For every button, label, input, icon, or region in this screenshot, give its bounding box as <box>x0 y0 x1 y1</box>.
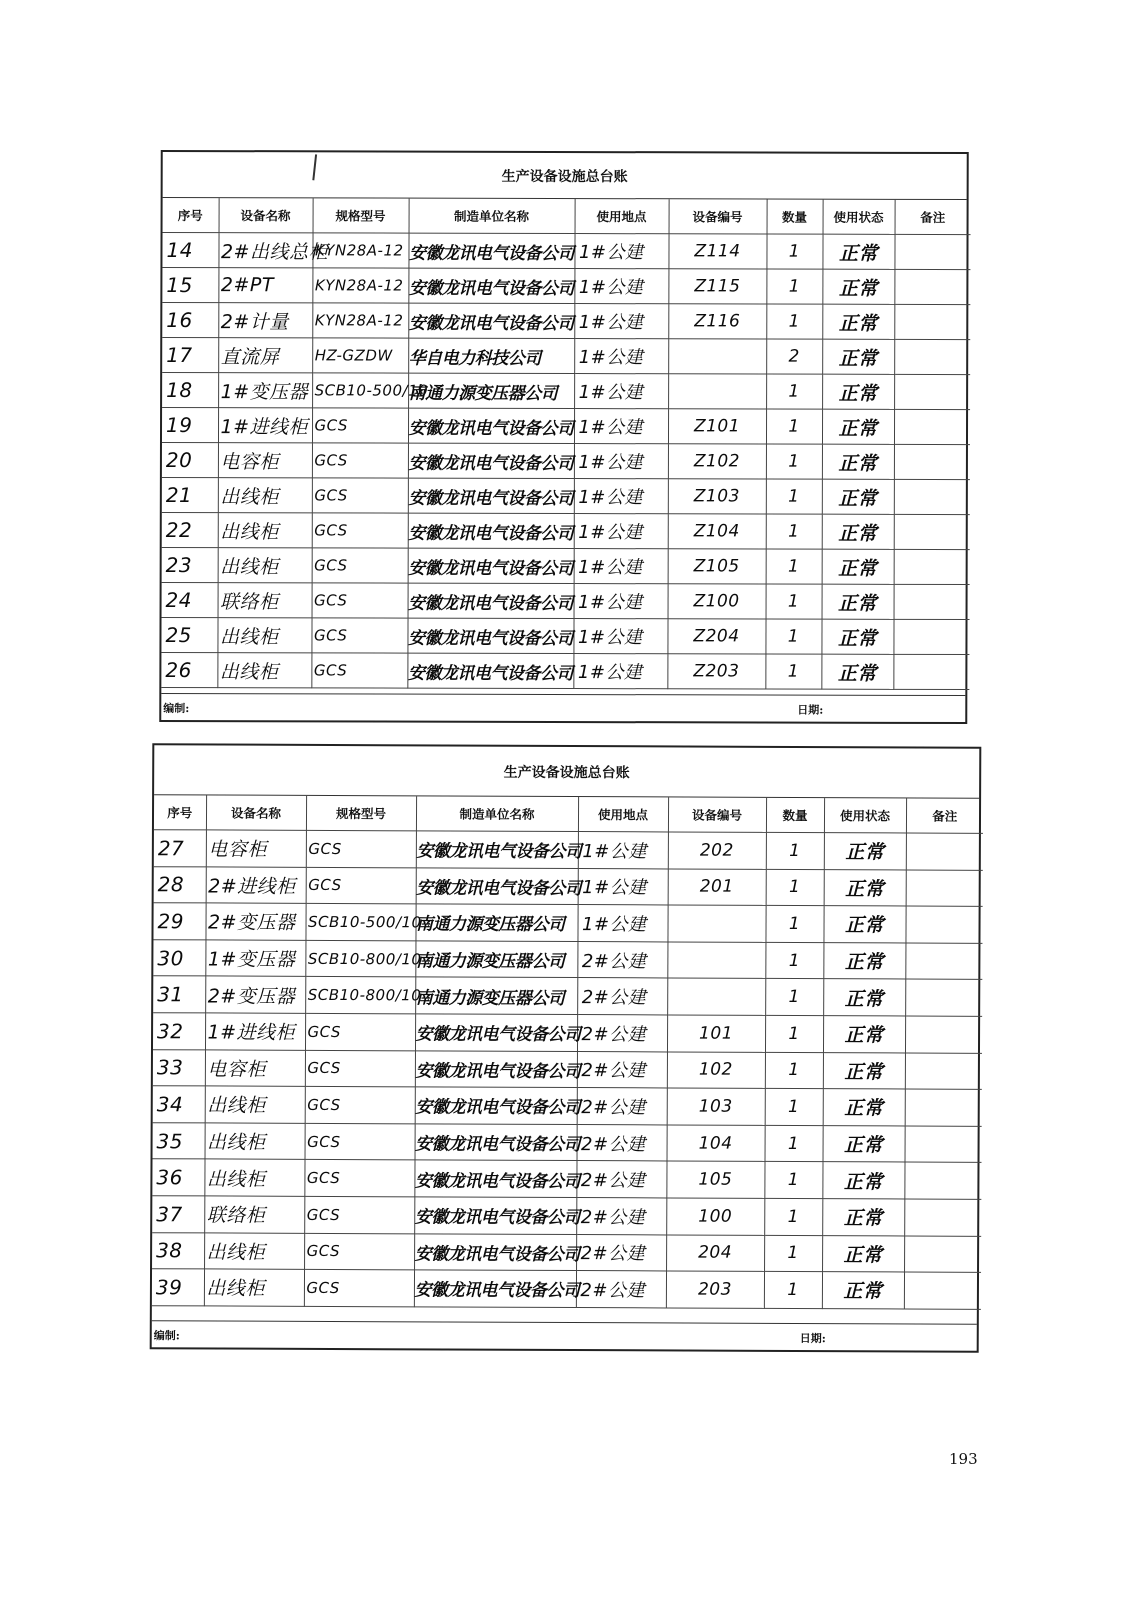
cell-equipment-name: 出线柜 <box>205 1086 305 1123</box>
cell-location: 1#公建 <box>578 868 668 905</box>
cell-manufacturer: 安徽龙讯电气设备公司 <box>408 478 574 513</box>
cell-location: 1#公建 <box>574 409 668 444</box>
cell-equipment-name: 出线柜 <box>218 478 312 513</box>
cell-remark <box>905 979 982 1016</box>
cell-equipment-code: 105 <box>666 1161 764 1198</box>
prepared-by-label: 编制: <box>153 1329 180 1343</box>
cell-manufacturer: 安徽龙讯电气设备公司 <box>414 1233 576 1270</box>
cell-status: 正常 <box>824 833 906 870</box>
cell-equipment-code: Z101 <box>668 409 766 444</box>
column-header-code: 设备编号 <box>669 199 767 234</box>
cell-quantity: 1 <box>764 1198 822 1235</box>
ledger-footer <box>161 693 965 722</box>
cell-location: 1#公建 <box>573 619 667 654</box>
cell-no: 29 <box>153 903 205 940</box>
cell-remark <box>905 1016 982 1053</box>
cell-model: HZ-GZDW <box>312 338 408 373</box>
column-header-maker: 制造单位名称 <box>409 199 575 234</box>
cell-status: 正常 <box>823 942 905 979</box>
cell-manufacturer: 安徽龙讯电气设备公司 <box>408 513 574 548</box>
cell-model: GCS <box>312 548 408 583</box>
cell-model: GCS <box>312 478 408 513</box>
cell-model: SCB10-500/10 <box>312 373 408 408</box>
cell-no: 22 <box>162 512 218 547</box>
cell-remark <box>905 1126 982 1163</box>
cell-status: 正常 <box>822 514 894 549</box>
cell-location: 1#公建 <box>574 234 668 269</box>
ledger-table <box>161 198 970 690</box>
cell-no: 37 <box>152 1196 204 1233</box>
table-row <box>162 267 970 304</box>
cell-equipment-name: 电容柜 <box>206 830 306 867</box>
cell-equipment-code <box>667 942 765 979</box>
cell-no: 18 <box>162 372 218 407</box>
table-row <box>161 652 969 689</box>
cell-equipment-name: 出线柜 <box>218 548 312 583</box>
cell-model: SCB10-800/10 <box>305 977 415 1014</box>
cell-location: 1#公建 <box>577 905 667 942</box>
ledger-sheet-2 <box>150 743 982 1353</box>
cell-no: 14 <box>162 232 218 267</box>
cell-manufacturer: 南通力源变压器公司 <box>415 941 577 978</box>
cell-location: 1#公建 <box>574 549 668 584</box>
cell-equipment-name: 出线柜 <box>204 1232 304 1269</box>
cell-remark <box>905 1053 982 1090</box>
cell-status: 正常 <box>822 1272 904 1309</box>
cell-location: 2#公建 <box>577 1088 667 1125</box>
cell-model: GCS <box>304 1233 414 1270</box>
table-row <box>154 830 983 870</box>
column-header-no: 序号 <box>163 198 219 233</box>
cell-remark <box>894 479 970 514</box>
cell-equipment-name: 直流屏 <box>218 338 312 373</box>
cell-manufacturer: 安徽龙讯电气设备公司 <box>415 1087 577 1124</box>
cell-equipment-code: Z104 <box>668 514 766 549</box>
cell-manufacturer: 安徽龙讯电气设备公司 <box>408 268 574 303</box>
cell-status: 正常 <box>823 906 905 943</box>
cell-status: 正常 <box>822 409 894 444</box>
cell-model: GCS <box>312 513 408 548</box>
column-header-name: 设备名称 <box>206 795 306 830</box>
cell-quantity: 1 <box>766 584 822 619</box>
cell-model: KYN28A-12 <box>312 233 408 268</box>
cell-location: 1#公建 <box>574 304 668 339</box>
cell-remark <box>904 1272 981 1309</box>
cell-manufacturer: 南通力源变压器公司 <box>415 904 577 941</box>
cell-remark <box>894 444 970 479</box>
cell-equipment-code: Z100 <box>668 584 766 619</box>
cell-quantity: 1 <box>766 234 822 269</box>
cell-remark <box>906 870 983 907</box>
cell-remark <box>894 234 970 269</box>
cell-location: 1#公建 <box>574 269 668 304</box>
cell-location: 2#公建 <box>577 941 667 978</box>
ledger-title: 生产设备设施总台账 <box>163 152 967 200</box>
cell-location: 1#公建 <box>574 584 668 619</box>
cell-status: 正常 <box>824 869 906 906</box>
cell-remark <box>904 1162 981 1199</box>
cell-no: 19 <box>162 407 218 442</box>
cell-equipment-code: 102 <box>667 1052 765 1089</box>
cell-manufacturer: 安徽龙讯电气设备公司 <box>414 1270 576 1307</box>
cell-remark <box>894 269 970 304</box>
cell-equipment-code <box>668 374 766 409</box>
cell-equipment-name: 出线柜 <box>218 513 312 548</box>
cell-manufacturer: 安徽龙讯电气设备公司 <box>416 867 578 904</box>
cell-model: KYN28A-12 <box>312 268 408 303</box>
cell-manufacturer: 安徽龙讯电气设备公司 <box>415 1014 577 1051</box>
cell-manufacturer: 安徽龙讯电气设备公司 <box>415 1050 577 1087</box>
cell-equipment-name: 出线柜 <box>204 1269 304 1306</box>
cell-remark <box>894 409 970 444</box>
cell-manufacturer: 安徽龙讯电气设备公司 <box>408 303 574 338</box>
cell-quantity: 1 <box>765 906 823 943</box>
ledger-title: 生产设备设施总台账 <box>154 745 979 799</box>
cell-status: 正常 <box>823 979 905 1016</box>
table-row <box>154 866 983 906</box>
column-header-remark: 备注 <box>895 200 971 235</box>
cell-quantity: 1 <box>766 304 822 339</box>
column-header-status: 使用状态 <box>824 798 906 833</box>
cell-equipment-code <box>667 905 765 942</box>
cell-equipment-code <box>668 339 766 374</box>
cell-equipment-name: 2#变压器 <box>205 903 305 940</box>
cell-equipment-name: 出线柜 <box>217 618 311 653</box>
cell-equipment-name: 联络柜 <box>204 1196 304 1233</box>
cell-no: 23 <box>162 547 218 582</box>
date-label: 日期: <box>799 1332 826 1346</box>
cell-no: 30 <box>153 939 205 976</box>
cell-quantity: 1 <box>766 479 822 514</box>
cell-equipment-code: Z203 <box>667 654 765 689</box>
cell-quantity: 1 <box>765 619 821 654</box>
cell-quantity: 1 <box>765 942 823 979</box>
table-row <box>152 1232 981 1272</box>
table-row <box>162 372 970 409</box>
cell-equipment-code: 100 <box>666 1198 764 1235</box>
cell-manufacturer: 安徽龙讯电气设备公司 <box>408 233 574 268</box>
table-row <box>162 302 970 339</box>
cell-manufacturer: 安徽龙讯电气设备公司 <box>407 653 573 688</box>
cell-quantity: 1 <box>766 549 822 584</box>
cell-manufacturer: 安徽龙讯电气设备公司 <box>408 548 574 583</box>
cell-status: 正常 <box>823 1125 905 1162</box>
cell-model: GCS <box>304 1196 414 1233</box>
cell-equipment-name: 1#变压器 <box>218 373 312 408</box>
column-header-status: 使用状态 <box>823 200 895 235</box>
cell-equipment-name: 1#进线柜 <box>205 1013 305 1050</box>
table-row <box>152 1196 981 1236</box>
cell-status: 正常 <box>822 1199 904 1236</box>
cell-manufacturer: 安徽龙讯电气设备公司 <box>408 408 574 443</box>
cell-model: GCS <box>306 867 416 904</box>
cell-quantity: 1 <box>764 1271 822 1308</box>
cell-location: 1#公建 <box>574 514 668 549</box>
cell-no: 16 <box>162 302 218 337</box>
cell-location: 1#公建 <box>578 832 668 869</box>
cell-equipment-code: Z105 <box>668 549 766 584</box>
cell-status: 正常 <box>822 1235 904 1272</box>
cell-remark <box>894 584 970 619</box>
cell-quantity: 1 <box>764 1235 822 1272</box>
cell-equipment-code: Z204 <box>667 619 765 654</box>
cell-location: 2#公建 <box>576 1271 666 1308</box>
column-header-no: 序号 <box>154 795 206 830</box>
cell-no: 15 <box>162 267 218 302</box>
cell-no: 20 <box>162 442 218 477</box>
cell-equipment-name: 电容柜 <box>205 1049 305 1086</box>
cell-status: 正常 <box>822 479 894 514</box>
cell-equipment-code: 101 <box>667 1015 765 1052</box>
cell-equipment-name: 联络柜 <box>218 583 312 618</box>
cell-model: GCS <box>306 830 416 867</box>
cell-status: 正常 <box>822 1162 904 1199</box>
cell-model: GCS <box>305 1087 415 1124</box>
cell-quantity: 1 <box>766 409 822 444</box>
cell-equipment-code: 204 <box>666 1234 764 1271</box>
table-row <box>162 477 970 514</box>
cell-no: 25 <box>161 617 217 652</box>
cell-status: 正常 <box>822 584 894 619</box>
cell-no: 17 <box>162 337 218 372</box>
cell-status: 正常 <box>823 1016 905 1053</box>
cell-model: GCS <box>312 443 408 478</box>
cell-location: 1#公建 <box>574 479 668 514</box>
table-row <box>153 1049 982 1089</box>
cell-no: 39 <box>152 1269 204 1306</box>
cell-manufacturer: 安徽龙讯电气设备公司 <box>416 831 578 868</box>
cell-location: 2#公建 <box>577 1124 667 1161</box>
cell-equipment-code: 104 <box>667 1125 765 1162</box>
table-row <box>153 939 982 979</box>
date-label: 日期: <box>797 703 824 717</box>
cell-location: 1#公建 <box>574 374 668 409</box>
cell-location: 2#公建 <box>577 1051 667 1088</box>
cell-status: 正常 <box>822 269 894 304</box>
cell-quantity: 1 <box>766 869 824 906</box>
cell-equipment-name: 2#变压器 <box>205 976 305 1013</box>
cell-equipment-code: Z103 <box>668 479 766 514</box>
cell-model: GCS <box>305 1123 415 1160</box>
cell-no: 21 <box>162 477 218 512</box>
cell-model: GCS <box>312 583 408 618</box>
cell-manufacturer: 安徽龙讯电气设备公司 <box>414 1160 576 1197</box>
cell-remark <box>894 304 970 339</box>
table-row <box>153 903 982 943</box>
cell-equipment-name: 出线柜 <box>204 1159 304 1196</box>
table-row <box>153 1013 982 1053</box>
cell-quantity: 1 <box>766 269 822 304</box>
cell-location: 2#公建 <box>576 1197 666 1234</box>
cell-manufacturer: 安徽龙讯电气设备公司 <box>408 583 574 618</box>
prepared-by-label: 编制: <box>163 701 190 716</box>
cell-status: 正常 <box>822 549 894 584</box>
ledger-sheet-1 <box>159 150 968 724</box>
cell-quantity: 1 <box>766 374 822 409</box>
cell-manufacturer: 安徽龙讯电气设备公司 <box>415 1124 577 1161</box>
table-header-row <box>154 795 983 833</box>
cell-equipment-name: 1#变压器 <box>205 940 305 977</box>
cell-remark <box>906 833 983 870</box>
cell-manufacturer: 安徽龙讯电气设备公司 <box>407 618 573 653</box>
column-header-code: 设备编号 <box>668 797 766 832</box>
cell-remark <box>894 374 970 409</box>
cell-quantity: 1 <box>765 1089 823 1126</box>
cell-model: SCB10-500/10 <box>305 904 415 941</box>
cell-location: 1#公建 <box>574 444 668 479</box>
cell-no: 34 <box>153 1086 205 1123</box>
cell-model: GCS <box>305 1013 415 1050</box>
cell-location: 2#公建 <box>577 978 667 1015</box>
cell-equipment-name: 2#出线总柜 <box>218 233 312 268</box>
cell-equipment-code: Z115 <box>668 269 766 304</box>
cell-equipment-name: 2#计量 <box>218 303 312 338</box>
cell-manufacturer: 安徽龙讯电气设备公司 <box>414 1197 576 1234</box>
cell-remark <box>893 654 969 689</box>
table-row <box>161 617 969 654</box>
cell-model: GCS <box>304 1160 414 1197</box>
cell-no: 27 <box>154 830 206 867</box>
column-header-maker: 制造单位名称 <box>416 796 578 831</box>
cell-remark <box>894 514 970 549</box>
column-header-model: 规格型号 <box>313 198 409 233</box>
table-row <box>162 337 970 374</box>
cell-model: GCS <box>312 408 408 443</box>
cell-equipment-code: 202 <box>668 832 766 869</box>
cell-status: 正常 <box>822 339 894 374</box>
cell-remark <box>894 549 970 584</box>
table-row <box>162 407 970 444</box>
column-header-remark: 备注 <box>906 798 983 833</box>
column-header-model: 规格型号 <box>306 796 416 831</box>
table-row <box>153 1122 982 1162</box>
cell-remark <box>894 339 970 374</box>
cell-status: 正常 <box>822 374 894 409</box>
table-row <box>152 1269 981 1309</box>
ledger-rows <box>161 232 970 689</box>
cell-model: KYN28A-12 <box>312 303 408 338</box>
cell-model: SCB10-800/10 <box>305 940 415 977</box>
cell-equipment-code: 203 <box>666 1271 764 1308</box>
table-row <box>153 976 982 1016</box>
cell-quantity: 1 <box>766 444 822 479</box>
cell-no: 35 <box>153 1122 205 1159</box>
cell-status: 正常 <box>821 619 893 654</box>
cell-model: GCS <box>304 1269 414 1306</box>
table-header-row <box>163 198 971 235</box>
table-row <box>162 582 970 619</box>
cell-quantity: 1 <box>765 1125 823 1162</box>
ledger-rows <box>152 830 983 1309</box>
cell-remark <box>905 943 982 980</box>
cell-equipment-code: Z102 <box>668 444 766 479</box>
cell-manufacturer: 安徽龙讯电气设备公司 <box>408 443 574 478</box>
table-row <box>162 547 970 584</box>
ledger-footer <box>152 1320 977 1351</box>
table-row <box>162 512 970 549</box>
table-row <box>152 1159 981 1199</box>
column-header-place: 使用地点 <box>578 797 668 832</box>
cell-equipment-name: 2#进线柜 <box>206 867 306 904</box>
column-header-name: 设备名称 <box>219 198 313 233</box>
cell-quantity: 1 <box>766 514 822 549</box>
cell-equipment-name: 电容柜 <box>218 443 312 478</box>
cell-no: 32 <box>153 1013 205 1050</box>
cell-manufacturer: 南通力源变压器公司 <box>415 977 577 1014</box>
cell-location: 2#公建 <box>576 1161 666 1198</box>
cell-no: 38 <box>152 1232 204 1269</box>
cell-status: 正常 <box>822 234 894 269</box>
cell-model: GCS <box>305 1050 415 1087</box>
cell-manufacturer: 南通力源变压器公司 <box>408 373 574 408</box>
cell-model: GCS <box>311 618 407 653</box>
cell-location: 1#公建 <box>573 654 667 689</box>
column-header-qty: 数量 <box>767 200 823 235</box>
page-number: 193 <box>949 1450 978 1468</box>
cell-status: 正常 <box>823 1052 905 1089</box>
cell-quantity: 1 <box>765 979 823 1016</box>
cell-remark <box>905 1089 982 1126</box>
cell-no: 33 <box>153 1049 205 1086</box>
cell-quantity: 1 <box>764 1162 822 1199</box>
cell-quantity: 1 <box>765 1052 823 1089</box>
cell-status: 正常 <box>822 304 894 339</box>
cell-no: 31 <box>153 976 205 1013</box>
cell-quantity: 2 <box>766 339 822 374</box>
cell-equipment-name: 出线柜 <box>205 1123 305 1160</box>
cell-location: 2#公建 <box>577 1015 667 1052</box>
cell-quantity: 1 <box>766 832 824 869</box>
cell-equipment-name: 出线柜 <box>217 653 311 688</box>
column-header-qty: 数量 <box>766 798 824 833</box>
cell-location: 1#公建 <box>574 339 668 374</box>
cell-no: 28 <box>154 866 206 903</box>
ledger-table <box>152 795 983 1309</box>
cell-status: 正常 <box>821 654 893 689</box>
cell-equipment-name: 1#进线柜 <box>218 408 312 443</box>
cell-quantity: 1 <box>765 1015 823 1052</box>
cell-no: 24 <box>162 582 218 617</box>
cell-equipment-code: Z116 <box>668 304 766 339</box>
cell-equipment-code: 201 <box>668 869 766 906</box>
table-row <box>162 232 970 269</box>
cell-remark <box>904 1199 981 1236</box>
cell-no: 26 <box>161 652 217 687</box>
column-header-place: 使用地点 <box>575 199 669 234</box>
cell-remark <box>905 906 982 943</box>
cell-equipment-code <box>667 978 765 1015</box>
cell-quantity: 1 <box>765 654 821 689</box>
cell-status: 正常 <box>823 1089 905 1126</box>
cell-manufacturer: 华自电力科技公司 <box>408 338 574 373</box>
cell-model: GCS <box>311 653 407 688</box>
cell-equipment-code: 103 <box>667 1088 765 1125</box>
cell-status: 正常 <box>822 444 894 479</box>
cell-remark <box>904 1236 981 1273</box>
table-row <box>153 1086 982 1126</box>
cell-no: 36 <box>152 1159 204 1196</box>
cell-location: 2#公建 <box>576 1234 666 1271</box>
table-row <box>162 442 970 479</box>
cell-remark <box>893 619 969 654</box>
cell-equipment-code: Z114 <box>668 234 766 269</box>
cell-equipment-name: 2#PT <box>218 268 312 303</box>
